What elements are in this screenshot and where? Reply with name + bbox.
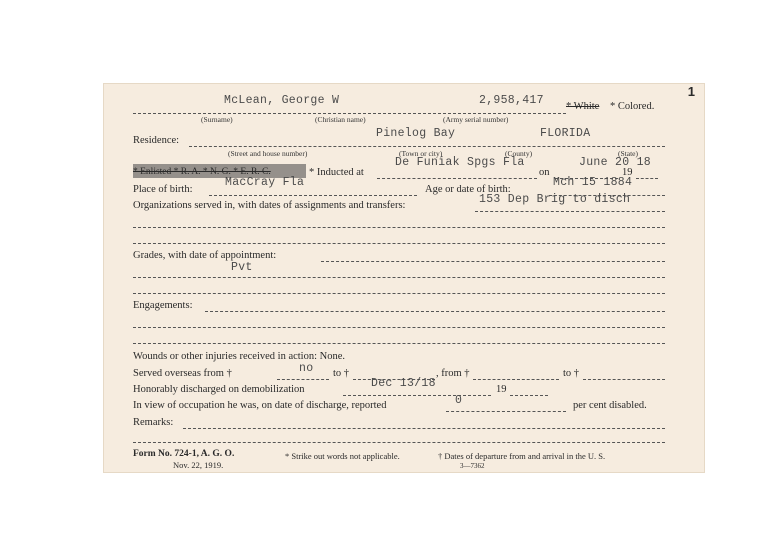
from-label: , from † [436,368,470,379]
induction-date-value: June 20 18 [579,156,652,169]
disabled-label: per cent disabled. [573,400,647,411]
inducted-label: * Inducted at [309,167,364,178]
overseas-from-line [277,379,329,380]
served-overseas-value: no [299,362,314,375]
to-label: to † [333,368,350,379]
disabled-percent-line [446,411,566,412]
residence-line [189,146,665,147]
discharge-year-prefix: 19 [496,384,507,395]
disabled-percent-value: 0 [455,394,463,407]
christian-name-caption: (Christian name) [315,115,366,124]
age-label: Age or date of birth: [425,184,511,195]
colored-label: * Colored. [610,101,655,112]
residence-town-value: Pinelog Bay [376,127,456,140]
card-number: 1 [687,84,695,99]
form-date: Nov. 22, 1919. [173,460,224,470]
induction-year-line [636,178,658,179]
discharge-date-line [343,395,491,396]
birth-place-line [209,195,417,196]
discharged-label: Honorably discharged on demobilization [133,384,305,395]
county-caption: (County) [505,149,533,158]
remarks-line-2 [133,442,665,443]
organizations-line-1 [475,211,665,212]
remarks-line-1 [183,428,665,429]
year-prefix: 19 [622,167,633,178]
name-value: McLean, George W [224,94,340,107]
organizations-line-3 [133,243,665,244]
print-code: 3—7362 [460,462,485,470]
strike-note: * Strike out words not applicable. [285,451,400,461]
birth-place-value: MacCray Fla [225,176,305,189]
state-caption: (State) [618,149,638,158]
to-label-2: to † [563,368,580,379]
discharge-date-value: Dec 13/18 [371,377,436,390]
on-label: on [539,167,550,178]
surname-caption: (Surname) [201,115,233,124]
organizations-line-2 [133,227,665,228]
inducted-place-value: De Funiak Spgs Fla [395,156,525,169]
town-caption: (Town or city) [399,149,443,158]
birth-date-value: Mch 15 1884 [553,176,633,189]
remarks-label: Remarks: [133,417,174,428]
serial-caption: (Army serial number) [443,115,509,124]
engagements-line-1 [205,311,665,312]
grades-line-1 [321,261,665,262]
form-number: Form No. 724-1, A. G. O. [133,449,235,459]
street-caption: (Street and house number) [228,149,308,158]
residence-state-value: FLORIDA [540,127,591,140]
enlisted-label: * Enlisted * R. A. * N. G. * E. R. C. [133,167,271,177]
name-line [133,113,566,114]
engagements-line-2 [133,327,665,328]
overseas-from-line-2 [473,379,559,380]
wounds-label: Wounds or other injuries received in action: None. [133,351,346,362]
residence-label: Residence: [133,135,180,146]
discharge-year-line [510,395,548,396]
served-overseas-label: Served overseas from † [133,368,232,379]
overseas-to-line-2 [583,379,665,380]
grades-line-2 [133,277,665,278]
engagements-label: Engagements: [133,300,193,311]
inducted-place-line [377,178,537,179]
place-of-birth-label: Place of birth: [133,184,193,195]
organizations-label: Organizations served in, with dates of assignments and transfers: [133,200,406,211]
organizations-value: 153 Dep Brig to disch [479,193,631,206]
grades-label: Grades, with date of appointment: [133,250,277,261]
white-label: * White [566,101,600,112]
dates-note: † Dates of departure from and arrival in the U. S. [438,451,606,461]
grades-line-3 [133,293,665,294]
engagements-line-3 [133,343,665,344]
grades-value: Pvt [231,261,253,274]
occupation-label: In view of occupation he was, on date of discharge, reported [133,400,387,411]
serial-value: 2,958,417 [479,94,544,107]
service-card [103,83,705,473]
